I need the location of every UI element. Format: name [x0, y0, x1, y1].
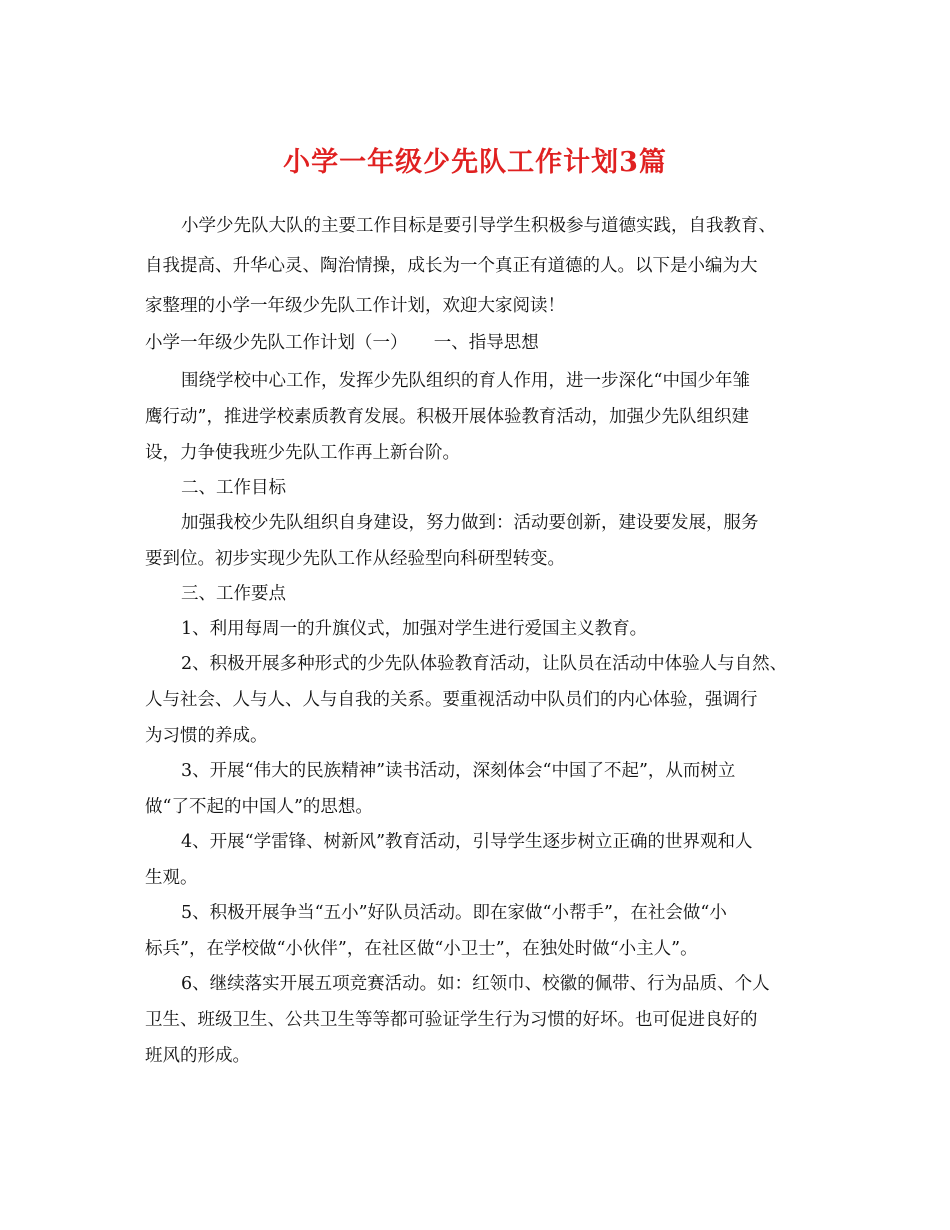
intro-line-3: 家整理的小学一年级少先队工作计划，欢迎大家阅读！	[145, 296, 565, 316]
point-4-line-2: 生观。	[145, 868, 198, 888]
intro-line-2: 自我提高、升华心灵、陶治情操，成长为一个真正有道德的人。以下是小编为大	[145, 256, 758, 276]
point-2-line-2: 人与社会、人与人、人与自我的关系。要重视活动中队员们的内心体验，强调行	[145, 690, 758, 710]
goals-line-1: 加强我校少先队组织自身建设，努力做到：活动要创新，建设要发展，服务	[181, 513, 759, 533]
point-5-line-1: 5、积极开展争当“五小”好队员活动。即在家做“小帮手”，在社会做“小	[181, 903, 727, 923]
point-1-line-1: 1、利用每周一的升旗仪式，加强对学生进行爱国主义教育。	[181, 619, 648, 639]
document-title: 小学一年级少先队工作计划3篇	[283, 147, 667, 178]
guiding-line-1: 围绕学校中心工作，发挥少先队组织的育人作用，进一步深化“中国少年雏	[181, 371, 750, 391]
point-6-line-3: 班风的形成。	[145, 1046, 250, 1066]
point-6-line-2: 卫生、班级卫生、公共卫生等等都可验证学生行为习惯的好坏。也可促进良好的	[145, 1010, 758, 1030]
point-3-line-2: 做“了不起的中国人”的思想。	[145, 797, 373, 817]
section-heading-goals: 二、工作目标	[181, 478, 286, 498]
goals-line-2: 要到位。初步实现少先队工作从经验型向科研型转变。	[145, 549, 565, 569]
guiding-line-2: 鹰行动”，推进学校素质教育发展。积极开展体验教育活动，加强少先队组织建	[145, 407, 749, 427]
guiding-line-3: 设，力争使我班少先队工作再上新台阶。	[145, 443, 460, 463]
plan-one-heading: 小学一年级少先队工作计划（一） 一、指导思想	[145, 333, 539, 353]
intro-line-1: 小学少先队大队的主要工作目标是要引导学生积极参与道德实践，自我教育、	[181, 216, 776, 236]
point-4-line-1: 4、开展“学雷锋、树新风”教育活动，引导学生逐步树立正确的世界观和人	[181, 832, 753, 852]
point-6-line-1: 6、继续落实开展五项竞赛活动。如：红领巾、校徽的佩带、行为品质、个人	[181, 974, 770, 994]
point-2-line-1: 2、积极开展多种形式的少先队体验教育活动，让队员在活动中体验人与自然、	[181, 654, 788, 674]
section-heading-points: 三、工作要点	[181, 584, 286, 604]
point-3-line-1: 3、开展“伟大的民族精神”读书活动，深刻体会“中国了不起”，从而树立	[181, 761, 736, 781]
point-2-line-3: 为习惯的养成。	[145, 726, 268, 746]
point-5-line-2: 标兵”，在学校做“小伙伴”，在社区做“小卫士”，在独处时做“小主人”。	[145, 939, 698, 959]
